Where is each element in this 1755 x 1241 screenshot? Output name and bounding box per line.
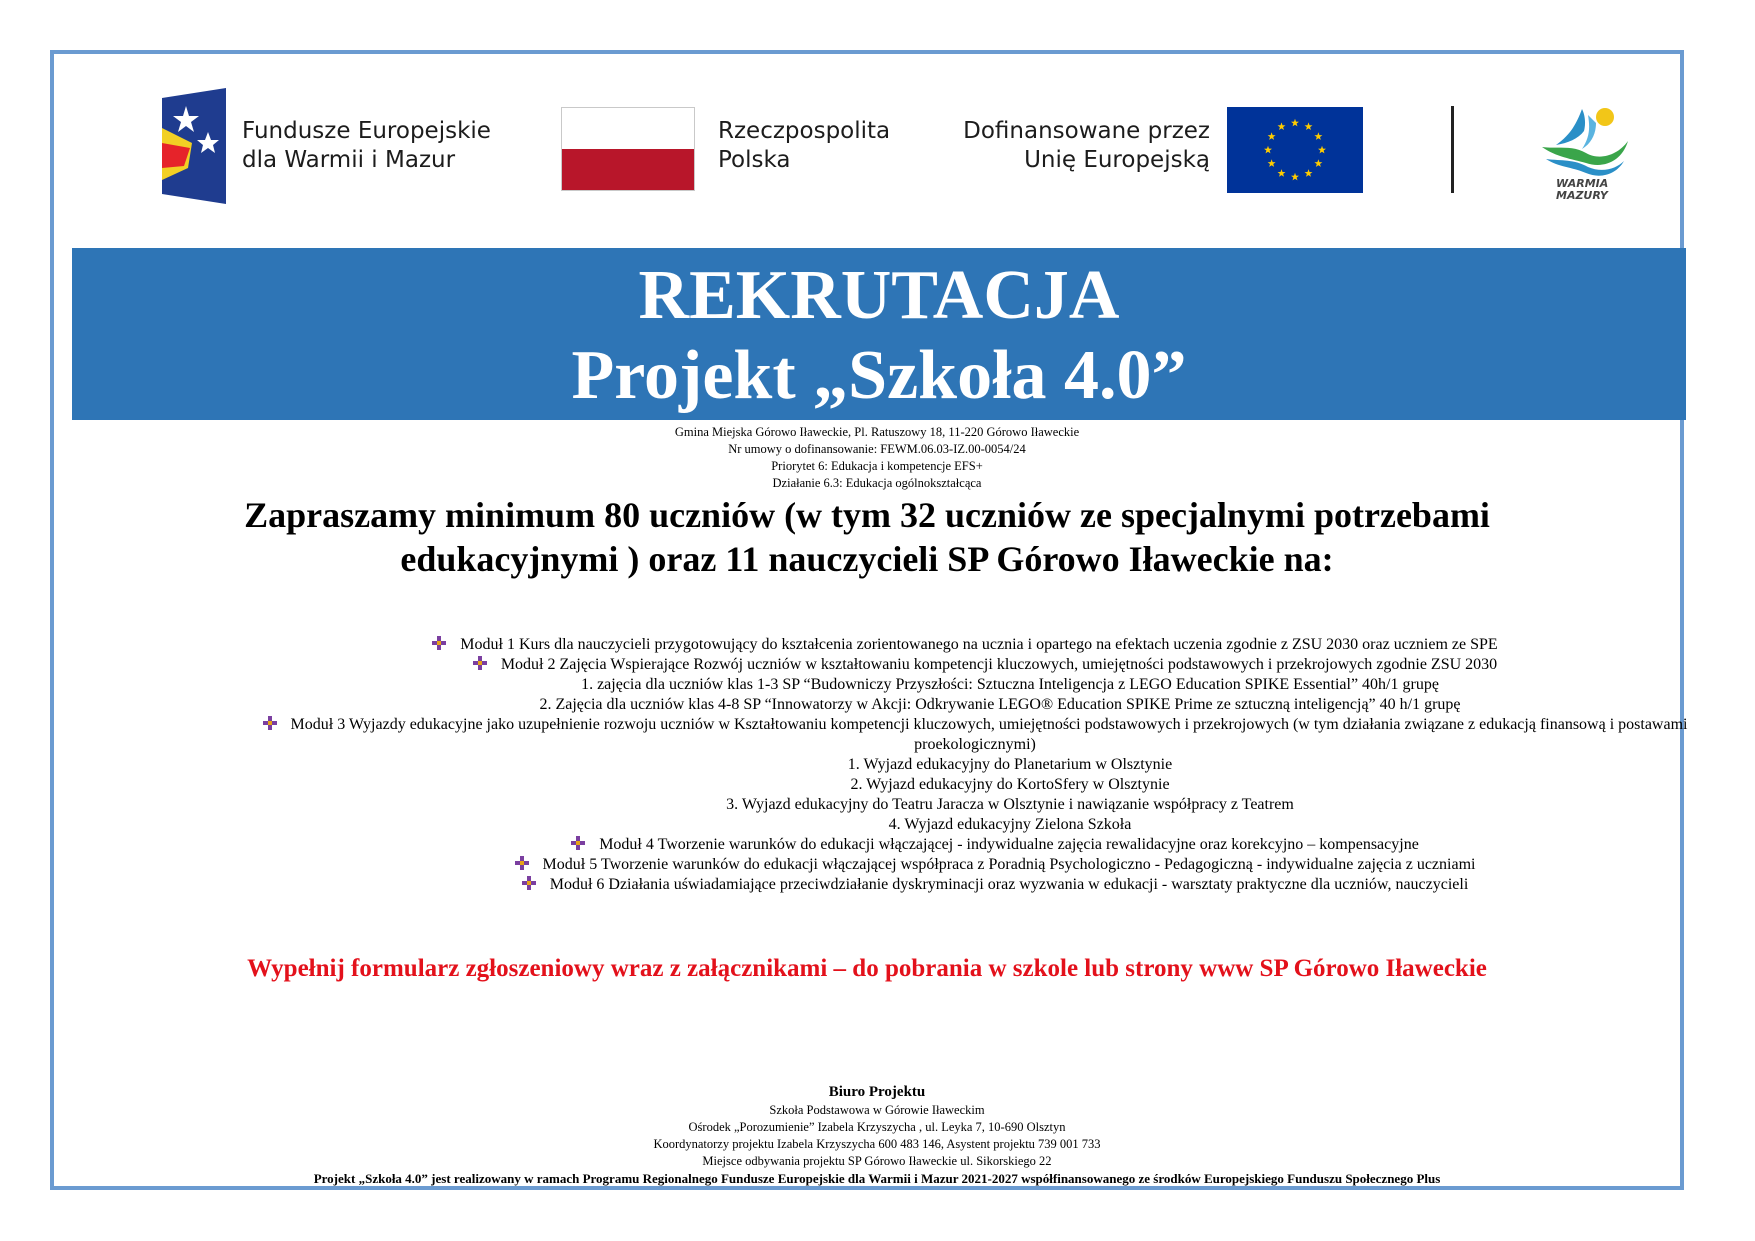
banner-subtitle: Projekt „Szkoła 4.0” xyxy=(571,337,1187,414)
info-address: Gmina Miejska Górowo Iławeckie, Pl. Ratuszowy 18, 11-220 Górowo Iławeckie xyxy=(674,425,1080,439)
footer xyxy=(100,1083,1654,1187)
project-info xyxy=(300,424,1454,492)
eu-flag-icon xyxy=(1227,107,1363,193)
rp-logo-text xyxy=(718,117,938,175)
module-2-text: Moduł 2 Zajęcia Wspierające Rozwój uczniów w kształtowaniu kompetencji kluczowych, umiejętności podstawowych i przekrojowych zgodnie ZSU 2030 xyxy=(500,656,1498,673)
eu-line1: Dofinansowane przez xyxy=(963,118,1210,144)
bullet-icon xyxy=(571,836,585,850)
invite-line2: edukacyjnymi ) oraz 11 nauczycieli SP Górowo Iławeckie na: xyxy=(400,539,1334,579)
logo-separator xyxy=(1451,106,1454,193)
module-1 xyxy=(100,635,1690,655)
eu-line2: Unię Europejską xyxy=(1024,147,1210,173)
fe-line2: dla Warmii i Mazur xyxy=(242,147,456,173)
footer-title: Biuro Projektu xyxy=(828,1084,926,1100)
module-3 xyxy=(100,715,1690,755)
wm-line2: MAZURY xyxy=(1556,189,1608,201)
module-4 xyxy=(100,835,1690,855)
module-6-text: Moduł 6 Działania uświadamiające przeciwdziałanie dyskryminacji oraz wyzwania w edukacji - warsztaty praktyczne dla uczniów, nauczycieli xyxy=(549,876,1469,893)
footer-line4: Miejsce odbywania projektu SP Górowo Iławeckie ul. Sikorskiego 22 xyxy=(702,1154,1052,1168)
bullet-icon xyxy=(515,856,529,870)
module-6 xyxy=(100,875,1690,895)
bullet-icon xyxy=(263,716,277,730)
fe-logo-text xyxy=(242,117,532,175)
footer-line5: Projekt „Szkoła 4.0” jest realizowany w ramach Programu Regionalnego Fundusze Europejskie dla Warmii i Mazur 2021-2027 współfinansowanego ze środków Europejskiego Funduszu Społecznego Plus xyxy=(313,1171,1441,1186)
module-2-item-2: 2. Zajęcia dla uczniów klas 4-8 SP “Innowatorzy w Akcji: Odkrywanie LEGO® Education SPIKE Prime ze sztuczną inteligencją” 40 h/1 grupę xyxy=(539,696,1461,713)
module-list xyxy=(100,635,1690,895)
footer-line3: Koordynatorzy projektu Izabela Krzyszycha 600 483 146, Asystent projektu 739 001 733 xyxy=(653,1137,1101,1151)
page-frame xyxy=(50,50,1684,1190)
info-action: Działanie 6.3: Edukacja ogólnokształcąca xyxy=(772,476,982,490)
eu-logo-text xyxy=(940,117,1210,175)
module-3-item-1: 1. Wyjazd edukacyjny do Planetarium w Olsztynie xyxy=(847,756,1173,773)
info-priority: Priorytet 6: Edukacja i kompetencje EFS+ xyxy=(771,459,983,473)
module-5 xyxy=(100,855,1690,875)
module-4-text: Moduł 4 Tworzenie warunków do edukacji włączającej - indywidualne zajęcia rewalidacyjne oraz korekcyjno – kompensacyjne xyxy=(599,836,1419,853)
invite-line1: Zapraszamy minimum 80 uczniów (w tym 32 uczniów ze specjalnymi potrzebami xyxy=(244,495,1490,535)
module-5-text: Moduł 5 Tworzenie warunków do edukacji włączającej współpraca z Poradnią Psychologiczno - Pedagogiczną - indywidualne zajęcia z uczniami xyxy=(542,856,1476,873)
footer-line1: Szkoła Podstawowa w Górowie Iławeckim xyxy=(769,1103,985,1117)
module-2 xyxy=(100,655,1690,675)
fe-star-flag-icon xyxy=(162,88,226,204)
title-banner xyxy=(72,248,1686,420)
polish-flag-icon xyxy=(561,107,695,191)
bullet-icon xyxy=(473,656,487,670)
invitation-heading xyxy=(100,493,1634,581)
footer-line2: Ośrodek „Porozumienie” Izabela Krzyszycha , ul. Leyka 7, 10-690 Olsztyn xyxy=(688,1120,1066,1134)
module-3-text: Moduł 3 Wyjazdy edukacyjne jako uzupełnienie rozwoju uczniów w Kształtowaniu kompetencji kluczowych, umiejętności podstawowych i przekrojowych (w tym działania związane z edukacją finansową i postawami proekologicznymi) xyxy=(290,716,1688,753)
rp-line1: Rzeczpospolita xyxy=(718,118,891,144)
module-3-item-4: 4. Wyjazd edukacyjny Zielona Szkoła xyxy=(888,816,1132,833)
bullet-icon xyxy=(522,876,536,890)
fe-line1: Fundusze Europejskie xyxy=(242,118,491,144)
info-contract: Nr umowy o dofinansowanie: FEWM.06.03-IZ.00-0054/24 xyxy=(728,442,1026,456)
rp-line2: Polska xyxy=(718,147,791,173)
wm-line1: WARMIA xyxy=(1556,177,1609,190)
warmia-mazury-logo xyxy=(1538,105,1638,201)
bullet-icon xyxy=(432,636,446,650)
module-1-text: Moduł 1 Kurs dla nauczycieli przygotowujący do kształcenia zorientowanego na ucznia i opartego na efektach uczenia zgodnie z ZSU 2030 oraz uczniem ze SPE xyxy=(460,636,1498,653)
module-3-item-2: 2. Wyjazd edukacyjny do KortoSfery w Olsztynie xyxy=(850,776,1170,793)
banner-title: REKRUTACJA xyxy=(638,257,1120,334)
module-3-item-3: 3. Wyjazd edukacyjny do Teatru Jaracza w Olsztynie i nawiązanie współpracy z Teatrem xyxy=(726,796,1294,813)
call-to-action: Wypełnij formularz zgłoszeniowy wraz z załącznikami – do pobrania w szkole lub strony www SP Górowo Iławeckie xyxy=(247,955,1487,982)
module-2-item-1: 1. zajęcia dla uczniów klas 1-3 SP “Budowniczy Przyszłości: Sztuczna Inteligencja z LEGO Education SPIKE Essential” 40h/1 grupę xyxy=(581,676,1439,693)
